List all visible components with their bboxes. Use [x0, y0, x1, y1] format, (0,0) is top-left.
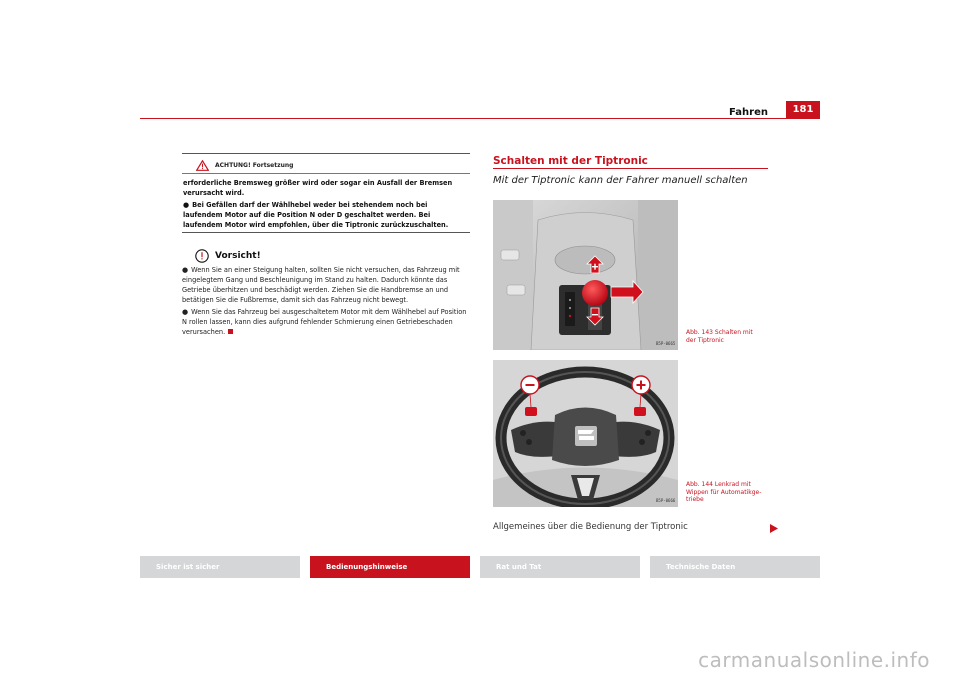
footer-tab-label: Technische Daten: [666, 563, 736, 571]
section-subtitle: Mit der Tiptronic kann der Fahrer manuell schalten: [493, 175, 748, 186]
caution-body: [182, 265, 472, 339]
footer-tab-rat-und-tat[interactable]: [480, 556, 640, 578]
caption-line: Abb. 144 Lenkrad mit: [686, 481, 751, 488]
caption-line: Wippen für Automatikge-: [686, 488, 762, 496]
caution-item: [182, 307, 472, 337]
footer-tab-bedienungshinweise[interactable]: [310, 556, 470, 578]
caution-exclamation-icon: [195, 249, 209, 263]
footer-tab-label: Bedienungshinweise: [326, 563, 408, 571]
figure-caption: [686, 329, 766, 344]
caption-line: der Tiptronic: [686, 336, 724, 344]
caution-item-text: Wenn Sie an einer Steigung halten, sollten Sie nicht versuchen, das Fahrzeug mit eingelegtem Gang und Beschleunigung im Stand zu halten. Dadurch könnte das Getriebe überhitzen und beschädigt werden. Ziehen Sie die Handbremse an und betätigen Sie die Fußbremse, damit sich das Fahrzeug nicht bewegt.: [182, 266, 460, 304]
watermark: carmanualsonline.info: [698, 648, 930, 672]
figure-steering-wheel: [493, 360, 678, 507]
footer-tab-sicher-ist-sicher[interactable]: [140, 556, 300, 578]
next-page-arrow-icon[interactable]: [770, 524, 778, 533]
page-number: 181: [786, 101, 820, 118]
section-end-mark: [228, 329, 233, 334]
caution-title: Vorsicht!: [215, 251, 261, 261]
warning-line: erforderliche Bremsweg größer wird oder sogar ein Ausfall der Bremsen verursacht wird.: [183, 179, 453, 197]
caution-item: [182, 265, 472, 305]
caption-line: triebe: [686, 496, 704, 503]
warning-box: [182, 153, 470, 233]
warning-bullet: [183, 200, 468, 230]
caption-line: Abb. 143 Schalten mit: [686, 329, 753, 336]
tiptronic-lever-illustration: [493, 200, 678, 350]
section-intro: Allgemeines über die Bedienung der Tiptronic: [493, 522, 688, 532]
warning-heading-text: ACHTUNG! Fortsetzung: [215, 161, 294, 169]
seat-logo-icon: [575, 426, 597, 446]
section-rule: [493, 168, 768, 169]
bullet-icon: ●: [182, 266, 189, 274]
warning-body: [183, 178, 468, 232]
footer-tab-label: Sicher ist sicher: [156, 563, 220, 571]
caution-item-text: Wenn Sie das Fahrzeug bei ausgeschaltetem Motor mit dem Wählhebel auf Position N rollen lassen, kann dies aufgrund fehlender Schmierung einen Getriebeschaden verursachen.: [182, 308, 467, 336]
steering-wheel-illustration: [493, 360, 678, 507]
warning-heading-rule: [182, 173, 470, 174]
figure-code: B5P-0665: [656, 341, 676, 346]
section-title: Schalten mit der Tiptronic: [493, 155, 648, 167]
figure-code: B5P-0666: [656, 498, 676, 503]
caution-heading: [195, 249, 261, 263]
bullet-icon: ●: [182, 308, 189, 316]
footer-tab-label: Rat und Tat: [496, 563, 542, 571]
figure-caption: [686, 481, 766, 504]
warning-heading: [196, 158, 293, 172]
header-rule: [140, 118, 820, 119]
footer-tab-technische-daten[interactable]: [650, 556, 820, 578]
figure-tiptronic-lever: [493, 200, 678, 350]
bullet-icon: ●: [183, 201, 190, 209]
warning-triangle-icon: [196, 160, 209, 171]
warning-bullet-text: Bei Gefällen darf der Wählhebel weder bei stehendem noch bei laufendem Motor auf die Position N oder D geschaltet werden. Bei laufendem Motor wird empfohlen, über die Tiptronic zurückzuschalten.: [183, 201, 449, 229]
chapter-title: Fahren: [729, 107, 768, 118]
